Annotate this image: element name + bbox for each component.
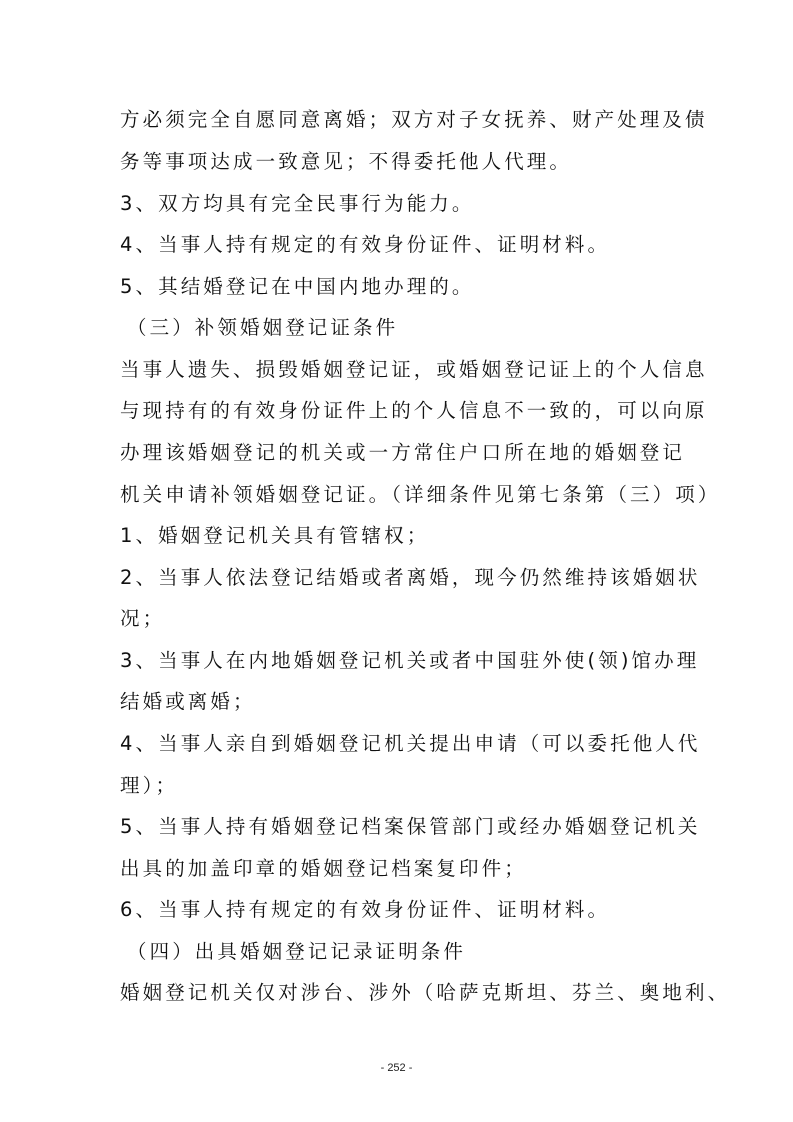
section-heading: （四）出具婚姻登记记录证明条件 bbox=[127, 940, 467, 963]
text-line: 4、当事人亲自到婚姻登记机关提出申请（可以委托他人代 bbox=[120, 732, 701, 755]
text-line: 方必须完全自愿同意离婚；双方对子女抚养、财产处理及债 bbox=[120, 108, 708, 131]
text-line: 3、当事人在内地婚姻登记机关或者中国驻外使(领)馆办理 bbox=[120, 649, 700, 672]
text-line: 理）； bbox=[120, 774, 179, 797]
text-line: 5、当事人持有婚姻登记档案保管部门或经办婚姻登记机关 bbox=[120, 815, 701, 838]
text-line: 婚姻登记机关仅对涉台、涉外（哈萨克斯坦、芬兰、奥地利、 bbox=[120, 981, 731, 1004]
page-number: - 252 - bbox=[380, 1062, 413, 1074]
text-line: 机关申请补领婚姻登记证。（详细条件见第七条第（三）项） bbox=[120, 483, 721, 506]
text-line: 6、当事人持有规定的有效身份证件、证明材料。 bbox=[120, 898, 611, 921]
text-line: 结婚或离婚； bbox=[120, 690, 256, 713]
text-line: 3、双方均具有完全民事行为能力。 bbox=[120, 192, 475, 215]
text-line: 4、当事人持有规定的有效身份证件、证明材料。 bbox=[120, 233, 611, 256]
text-line: 5、其结婚登记在中国内地办理的。 bbox=[120, 275, 475, 298]
text-line: 与现持有的有效身份证件上的个人信息不一致的，可以向原 bbox=[120, 399, 708, 422]
text-line: 务等事项达成一致意见；不得委托他人代理。 bbox=[120, 150, 573, 173]
section-heading: （三）补领婚姻登记证条件 bbox=[127, 316, 399, 339]
text-line: 况； bbox=[120, 607, 166, 630]
text-line: 当事人遗失、损毁婚姻登记证，或婚姻登记证上的个人信息 bbox=[120, 358, 708, 381]
text-line: 办理该婚姻登记的机关或一方常住户口所在地的婚姻登记 bbox=[120, 441, 686, 464]
text-line: 2、当事人依法登记结婚或者离婚，现今仍然维持该婚姻状 bbox=[120, 566, 701, 589]
text-line: 出具的加盖印章的婚姻登记档案复印件； bbox=[120, 857, 527, 880]
text-line: 1、婚姻登记机关具有管辖权； bbox=[120, 524, 430, 547]
